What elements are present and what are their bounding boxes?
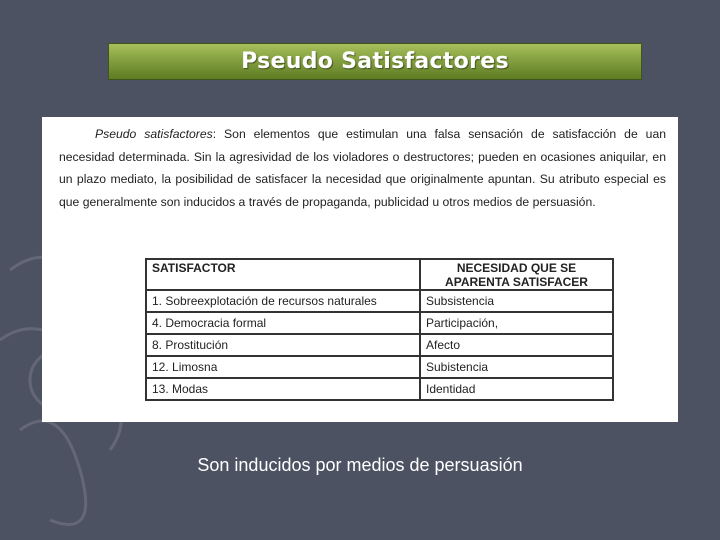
table-row xyxy=(146,290,613,312)
definition-term: Pseudo satisfactores xyxy=(95,127,213,141)
table-cell-necesidad: Subsistencia xyxy=(420,290,613,312)
table-cell-satisfactor: 4. Democracia formal xyxy=(146,312,420,334)
satisfactor-table xyxy=(145,258,614,401)
table-header-satisfactor: SATISFACTOR xyxy=(146,259,420,290)
table-header-necesidad: NECESIDAD QUE SE APARENTA SATISFACER xyxy=(420,259,613,290)
slide-caption: Son inducidos por medios de persuasión xyxy=(197,455,523,475)
document-image xyxy=(42,117,678,422)
table-row xyxy=(146,312,613,334)
table-row xyxy=(146,356,613,378)
title-bar xyxy=(108,43,642,80)
table-row xyxy=(146,334,613,356)
table-row xyxy=(146,378,613,400)
table-header-row xyxy=(146,259,613,290)
table-cell-satisfactor: 1. Sobreexplotación de recursos naturales xyxy=(146,290,420,312)
table-cell-necesidad: Afecto xyxy=(420,334,613,356)
table-cell-satisfactor: 13. Modas xyxy=(146,378,420,400)
slide-title: Pseudo Satisfactores xyxy=(241,49,509,74)
table-cell-satisfactor: 8. Prostitución xyxy=(146,334,420,356)
table-cell-necesidad: Identidad xyxy=(420,378,613,400)
definition-paragraph xyxy=(59,123,666,213)
table-cell-necesidad: Participación, xyxy=(420,312,613,334)
table-cell-necesidad: Subistencia xyxy=(420,356,613,378)
table-cell-satisfactor: 12. Limosna xyxy=(146,356,420,378)
definition-text: : Son elementos que estimulan una falsa sensación de satisfacción de uan necesidad determinada. Sin la agresividad de los violadores o destructores; pueden en ocasiones aniquilar, en un plazo mediato, la posibilidad de satisfacer la necesidad que originalmente apuntan. Su atributo especial es que generalmente son inducidos a través de propaganda, publicidad u otros medios de persuasión. xyxy=(59,127,666,209)
